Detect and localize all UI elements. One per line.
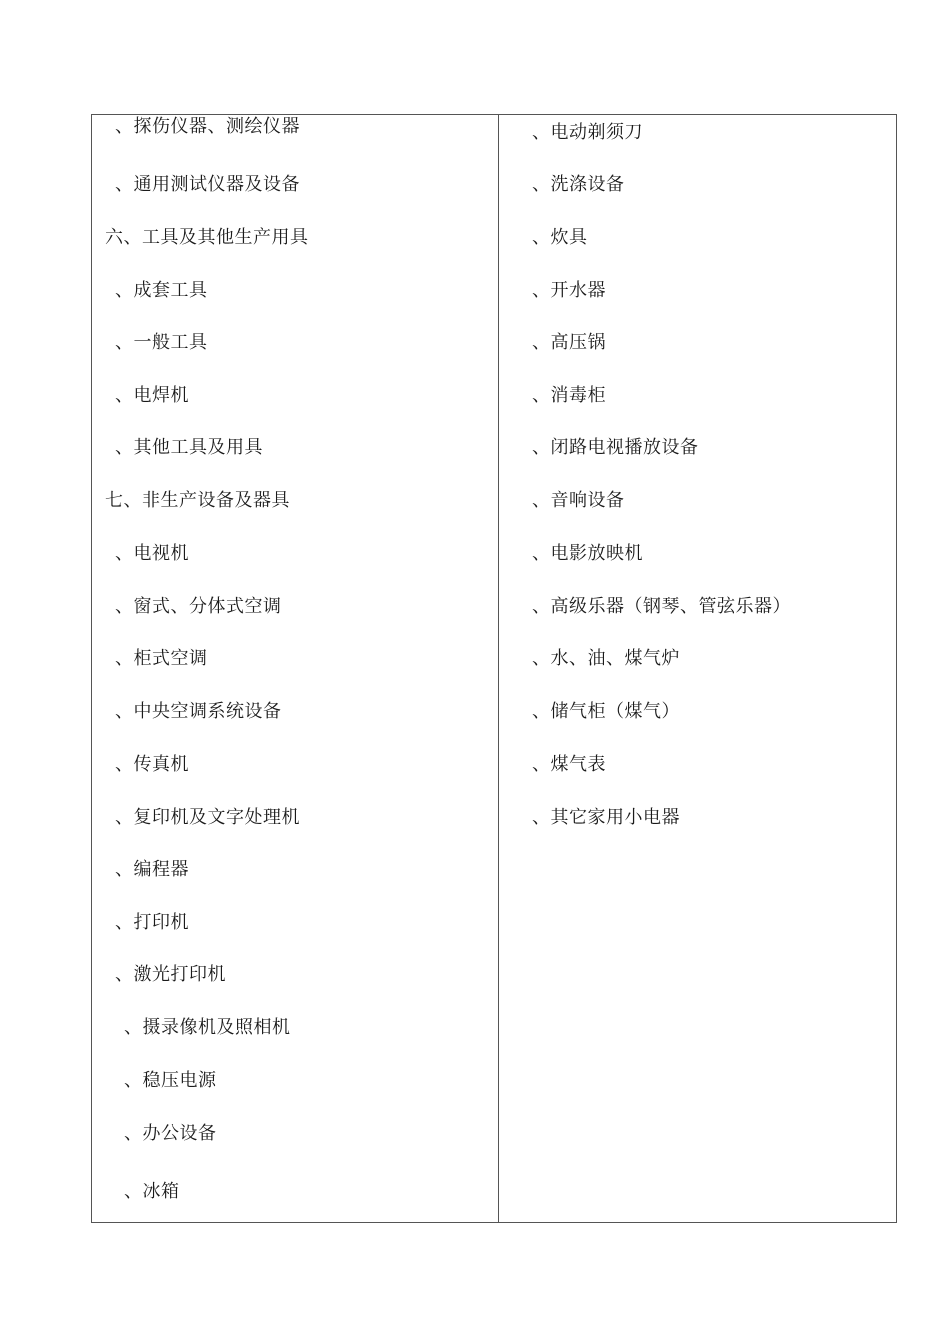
right-item-9: 、电影放映机	[532, 543, 643, 564]
right-item-13: 、煤气表	[532, 754, 606, 775]
left-item-19: 、稳压电源	[124, 1070, 217, 1091]
column-divider	[498, 114, 499, 1223]
left-item-7: 、其他工具及用具	[115, 437, 263, 458]
right-item-14: 、其它家用小电器	[532, 807, 680, 828]
equipment-table	[91, 114, 897, 1223]
right-item-8: 、音响设备	[532, 490, 625, 511]
left-item-20: 、办公设备	[124, 1123, 217, 1144]
right-item-6: 、消毒柜	[532, 385, 606, 406]
left-item-15: 、编程器	[115, 859, 189, 880]
left-item-14: 、复印机及文字处理机	[115, 807, 300, 828]
right-item-12: 、储气柜（煤气）	[532, 701, 680, 722]
right-item-7: 、闭路电视播放设备	[532, 437, 699, 458]
left-item-9: 、电视机	[115, 543, 189, 564]
left-item-6: 、电焊机	[115, 385, 189, 406]
left-item-5: 、一般工具	[115, 332, 208, 353]
left-item-13: 、传真机	[115, 754, 189, 775]
section-heading-6: 六、工具及其他生产用具	[105, 227, 309, 248]
left-item-12: 、中央空调系统设备	[115, 701, 282, 722]
left-item-17: 、激光打印机	[115, 964, 226, 985]
left-item-11: 、柜式空调	[115, 648, 208, 669]
left-item-10: 、窗式、分体式空调	[115, 596, 282, 617]
left-item-2: 、通用测试仪器及设备	[115, 174, 300, 195]
right-item-2: 、洗涤设备	[532, 174, 625, 195]
right-item-1: 、电动剃须刀	[532, 122, 643, 143]
right-item-10: 、高级乐器（钢琴、管弦乐器）	[532, 596, 791, 617]
section-heading-7: 七、非生产设备及器具	[105, 490, 290, 511]
right-item-5: 、高压锅	[532, 332, 606, 353]
left-item-21: 、冰箱	[124, 1181, 180, 1202]
left-item-16: 、打印机	[115, 912, 189, 933]
left-item-18: 、摄录像机及照相机	[124, 1017, 291, 1038]
right-item-4: 、开水器	[532, 280, 606, 301]
left-item-4: 、成套工具	[115, 280, 208, 301]
right-item-3: 、炊具	[532, 227, 588, 248]
left-item-1: 、探伤仪器、测绘仪器	[115, 116, 300, 137]
right-item-11: 、水、油、煤气炉	[532, 648, 680, 669]
